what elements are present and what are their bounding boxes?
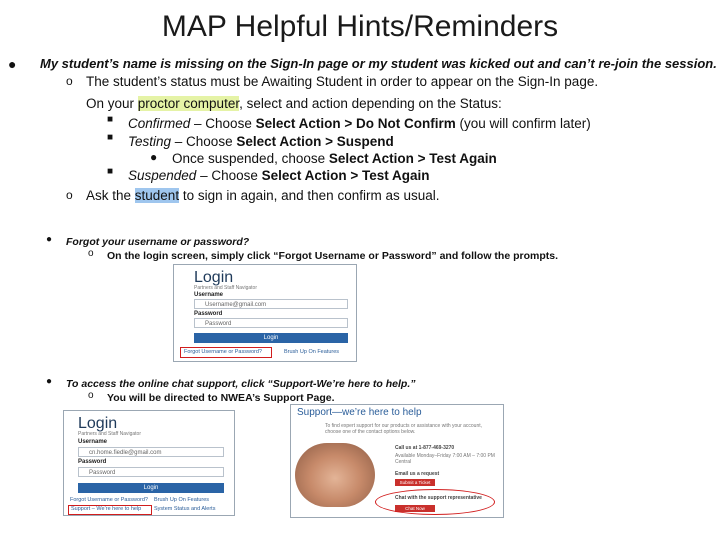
bullet3-sub: You will be directed to NWEA’s Support Page. (107, 392, 335, 404)
annotation-oval (375, 489, 495, 515)
support-intro: To find expert support for our products or assistance with your account, choose one of the contact options below. (325, 423, 483, 435)
proctor-pre: On your (86, 96, 138, 111)
ask-highlight: student (134, 188, 180, 203)
login-subtitle: Partners and Staff Navigator (78, 431, 141, 437)
login-subtitle: Partners and Staff Navigator (194, 285, 257, 291)
page-title: MAP Helpful Hints/Reminders (161, 10, 559, 43)
bullet2-sub: On the login screen, simply click “Forgot Username or Password” and follow the prompts. (107, 250, 559, 262)
proctor-post: , select and action depending on the Status: (239, 96, 502, 111)
suspended-label: Suspended (128, 168, 197, 183)
confirmed-mid: – Choose (190, 116, 256, 131)
suspended-line (128, 168, 430, 184)
confirmed-post: (you will confirm later) (455, 116, 591, 131)
login-title: Login (78, 415, 118, 432)
hollow-bullet-icon: o (88, 248, 94, 259)
support-title: Support—we’re here to help (297, 407, 422, 418)
brand-link[interactable]: Brush Up On Features (154, 497, 210, 503)
ask-post: to sign in again, and then confirm as usual. (179, 188, 440, 203)
system-link[interactable]: System Status and Alerts (154, 506, 216, 512)
username-input[interactable]: cn.home.fiedle@gmail.com (78, 447, 224, 457)
suspended-sub-action: Select Action > Test Again (328, 151, 497, 166)
hollow-bullet-icon: o (66, 74, 73, 88)
chat-button[interactable]: Chat Now (395, 505, 435, 512)
bullet-dot-icon: ● (46, 376, 53, 387)
username-label: Username (78, 439, 108, 445)
login-screenshot-2 (63, 410, 235, 516)
suspended-mid: – Choose (196, 168, 262, 183)
username-label: Username (194, 292, 224, 298)
proctor-highlight: proctor computer (137, 96, 240, 111)
square-bullet-icon: ■ (107, 166, 114, 177)
hands-photo (295, 443, 375, 507)
confirmed-line (128, 116, 591, 132)
chat-label: Chat with the support representative (395, 495, 482, 501)
bullet-dot-icon: ● (150, 150, 158, 164)
hollow-bullet-icon: o (88, 390, 94, 401)
bullet2-heading: Forgot your username or password? (66, 236, 250, 248)
support-link[interactable]: Support – We’re here to help (71, 506, 142, 512)
forgot-link[interactable]: Forgot Username or Password? (184, 349, 262, 355)
call-label: Call us at 1-877-469-3270 (395, 445, 455, 451)
suspended-sub-line (172, 151, 497, 167)
call-hours: Available Monday–Friday 7:00 AM – 7:00 PM Central (395, 453, 495, 465)
password-label: Password (78, 459, 107, 465)
username-input[interactable]: Username@gmail.com (194, 299, 348, 309)
forgot-link[interactable]: Forgot Username or Password? (70, 497, 148, 503)
testing-line (128, 134, 394, 150)
ask-pre: Ask the (86, 188, 135, 203)
suspended-action: Select Action > Test Again (261, 168, 430, 183)
hollow-bullet-icon: o (66, 188, 73, 202)
password-input[interactable]: Password (78, 467, 224, 477)
bullet1-heading: My student’s name is missing on the Sign-In page or my student was kicked out and can’t re-join the session. (40, 56, 717, 71)
login-button[interactable]: Login (78, 483, 224, 493)
login-screenshot-1 (173, 264, 357, 362)
email-button[interactable]: Submit a Ticket (395, 479, 435, 486)
password-input[interactable]: Password (194, 318, 348, 328)
bullet3-heading: To access the online chat support, click “Support-We’re here to help.” (66, 378, 416, 390)
square-bullet-icon: ■ (107, 114, 114, 125)
ask-line (86, 188, 440, 204)
suspended-sub-pre: Once suspended, choose (172, 151, 329, 166)
testing-label: Testing (128, 134, 172, 149)
login-button[interactable]: Login (194, 333, 348, 343)
bullet-dot-icon: ● (46, 234, 53, 245)
email-label: Email us a request (395, 471, 440, 477)
confirmed-label: Confirmed (128, 116, 191, 131)
bullet-dot-icon: ● (8, 56, 17, 72)
testing-mid: – Choose (171, 134, 237, 149)
login-title: Login (194, 269, 234, 286)
password-label: Password (194, 311, 223, 317)
confirmed-action: Select Action > Do Not Confirm (255, 116, 456, 131)
status-line: The student’s status must be Awaiting Student in order to appear on the Sign-In page. (86, 74, 599, 89)
support-screenshot (290, 404, 504, 518)
brand-link[interactable]: Brush Up On Features (284, 349, 340, 355)
testing-action: Select Action > Suspend (236, 134, 394, 149)
square-bullet-icon: ■ (107, 132, 114, 143)
proctor-line (86, 96, 502, 112)
